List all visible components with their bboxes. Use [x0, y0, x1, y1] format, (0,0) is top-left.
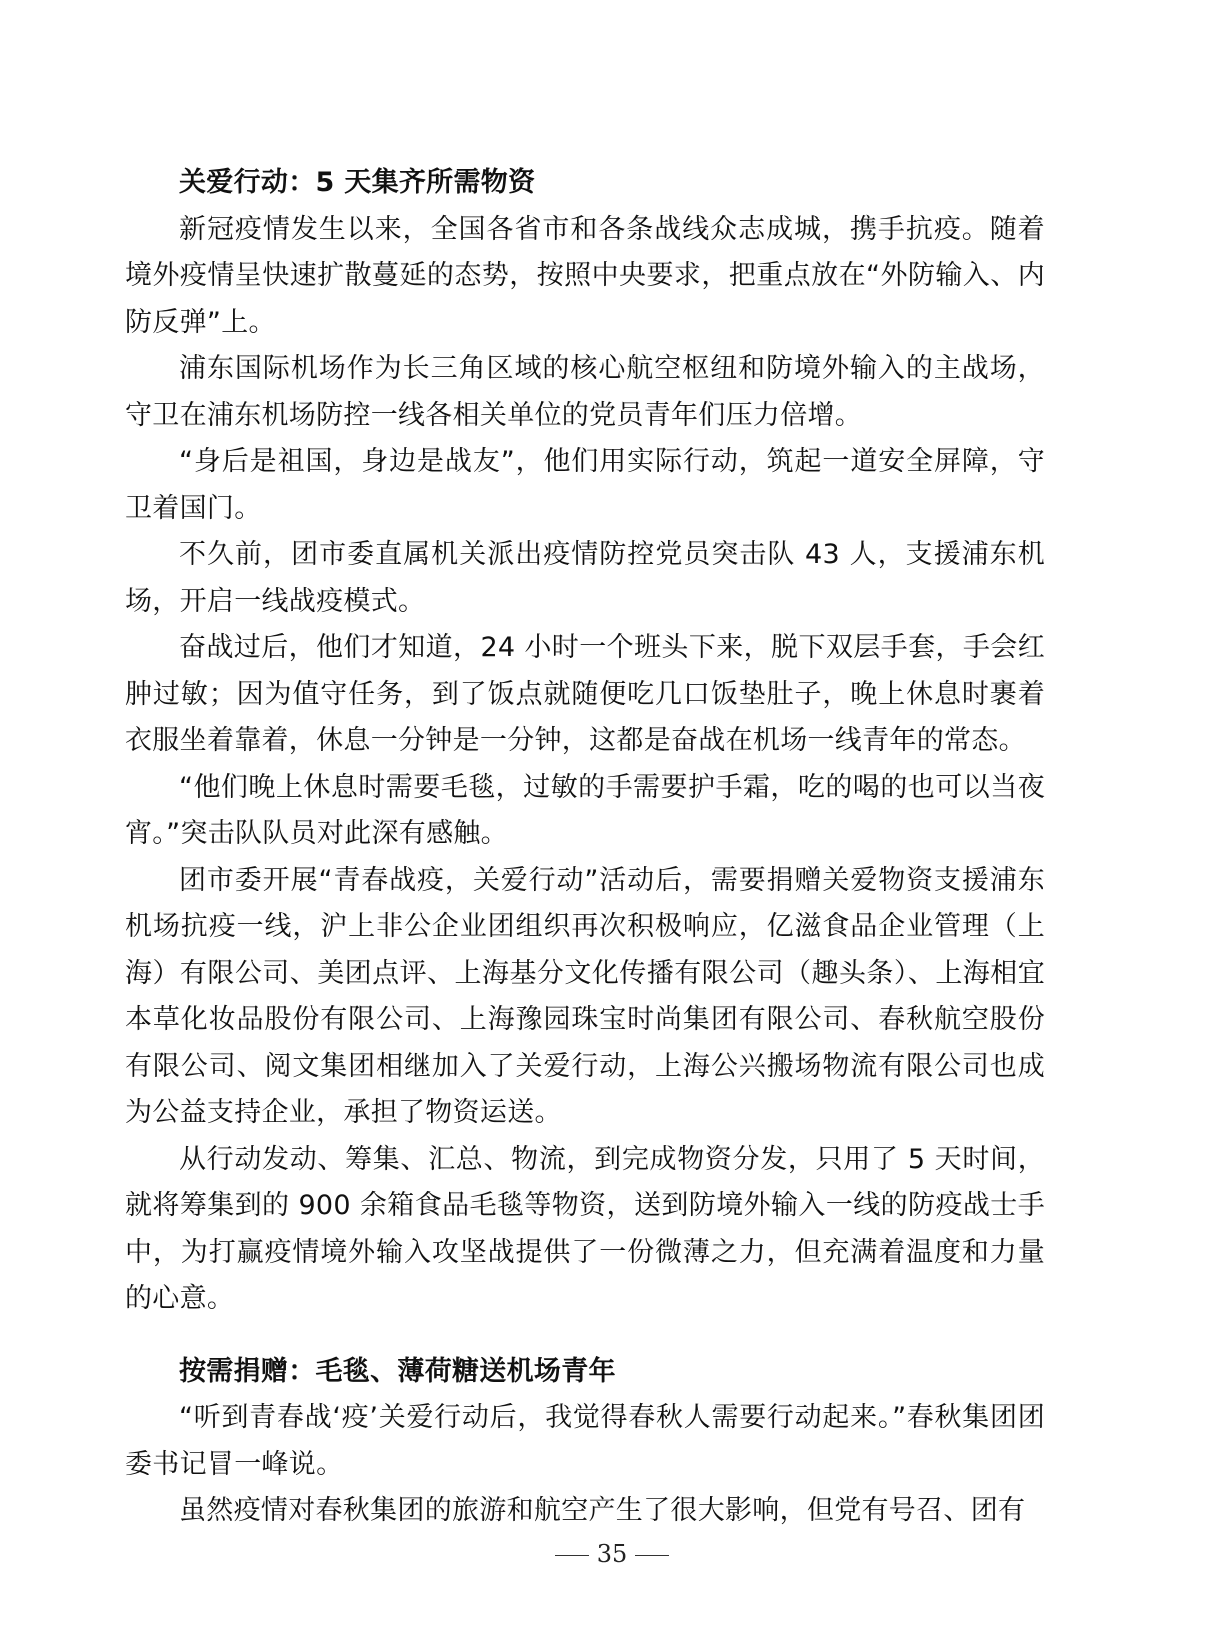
paragraph: “听到青春战‘疫’关爱行动后，我觉得春秋人需要行动起来。”春秋集团团委书记冒一峰说。: [125, 1402, 1045, 1480]
page-footer: [0, 1540, 1224, 1568]
paragraph: 不久前，团市委直属机关派出疫情防控党员突击队 43 人，支援浦东机场，开启一线战疫模式。: [125, 539, 1045, 617]
paragraph: 奋战过后，他们才知道，24 小时一个班头下来，脱下双层手套，手会红肿过敏；因为值守任务，到了饭点就随便吃几口饭垫肚子，晚上休息时裹着衣服坐着靠着，休息一分钟是一分钟，这都是奋战在机场一线青年的常态。: [125, 632, 1045, 756]
paragraph: 从行动发动、筹集、汇总、物流，到完成物资分发，只用了 5 天时间，就将筹集到的 900 余箱食品毛毯等物资，送到防境外输入一线的防疫战士手中，为打赢疫情境外输入攻坚战提供了一份微薄之力，但充满着温度和力量的心意。: [125, 1143, 1045, 1314]
paragraph: “他们晚上休息时需要毛毯，过敏的手需要护手霜，吃的喝的也可以当夜宵。”突击队队员对此深有感触。: [125, 771, 1045, 849]
footer-dash-left: [555, 1555, 589, 1556]
paragraph: 新冠疫情发生以来，全国各省市和各条战线众志成城，携手抗疫。随着境外疫情呈快速扩散蔓延的态势，按照中央要求，把重点放在“外防输入、内防反弹”上。: [125, 213, 1045, 338]
section-heading-donation: 按需捐赠：毛毯、薄荷糖送机场青年: [179, 1355, 616, 1387]
paragraph: 浦东国际机场作为长三角区域的核心航空枢纽和防境外输入的主战场，守卫在浦东机场防控一线各相关单位的党员青年们压力倍增。: [125, 353, 1045, 431]
page-content: [125, 160, 1045, 1535]
paragraph: “身后是祖国，身边是战友”，他们用实际行动，筑起一道安全屏障，守卫着国门。: [125, 446, 1045, 524]
section-heading-care-action: 关爱行动：5 天集齐所需物资: [179, 167, 536, 198]
footer-dash-right: [635, 1555, 669, 1556]
page-number: 35: [596, 1540, 628, 1568]
paragraph: 团市委开展“青春战疫，关爱行动”活动后，需要捐赠关爱物资支援浦东机场抗疫一线，沪上非公企业团组织再次积极响应，亿滋食品企业管理（上海）有限公司、美团点评、上海基分文化传播有限公司（趣头条）、上海相宜本草化妆品股份有限公司、上海豫园珠宝时尚集团有限公司、春秋航空股份有限公司、阅文集团相继加入了关爱行动，上海公兴搬场物流有限公司也成为公益支持企业，承担了物资运送。: [125, 864, 1045, 1128]
paragraph: 虽然疫情对春秋集团的旅游和航空产生了很大影响，但党有号召、团有: [179, 1495, 1026, 1526]
